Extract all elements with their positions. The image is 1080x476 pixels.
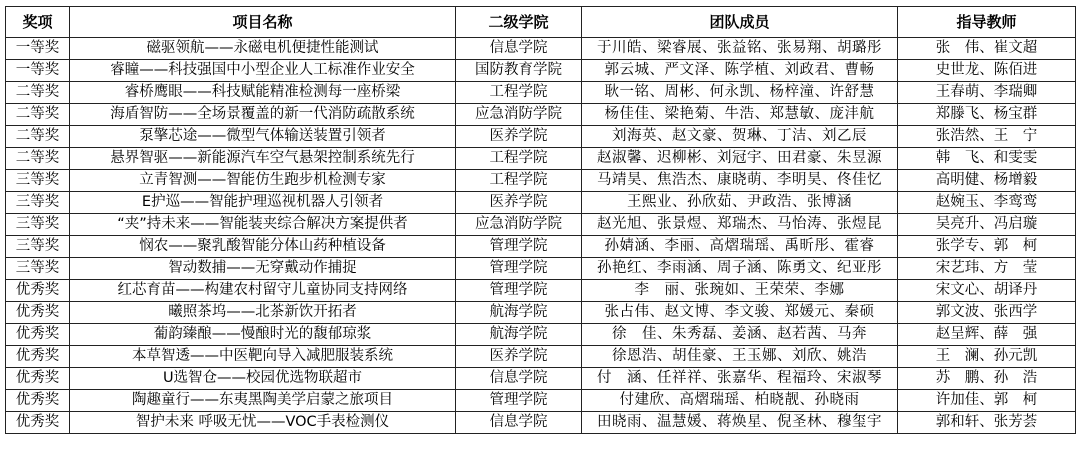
college-cell: 管理学院 — [456, 236, 582, 258]
members-cell: 赵光旭、张景煜、郑瑞杰、马怡涛、张煜昆 — [582, 214, 898, 236]
award-cell: 优秀奖 — [6, 412, 70, 434]
header-college: 二级学院 — [456, 7, 582, 38]
table-row — [6, 60, 1076, 82]
table-row — [6, 126, 1076, 148]
members-cell: 徐 佳、朱秀磊、姜涵、赵若茜、马奔 — [582, 324, 898, 346]
header-row — [6, 7, 1076, 38]
table-row — [6, 302, 1076, 324]
project-name-cell: 智动数捕——无穿戴动作捕捉 — [70, 258, 456, 280]
members-cell: 赵淑馨、迟柳彬、刘冠宇、田君豪、朱昱源 — [582, 148, 898, 170]
table-row — [6, 258, 1076, 280]
advisor-cell: 吴亮升、冯启璇 — [898, 214, 1076, 236]
advisor-cell: 韩 飞、和雯雯 — [898, 148, 1076, 170]
advisor-cell: 赵婉玉、李鸾鸾 — [898, 192, 1076, 214]
award-cell: 二等奖 — [6, 126, 70, 148]
advisor-cell: 王春萌、李瑞卿 — [898, 82, 1076, 104]
members-cell: 徐恩浩、胡佳豪、王玉娜、刘欣、姚浩 — [582, 346, 898, 368]
award-cell: 优秀奖 — [6, 390, 70, 412]
members-cell: 杨佳佳、梁艳菊、牛浩、郑慧敏、庞沣航 — [582, 104, 898, 126]
table-row — [6, 368, 1076, 390]
advisor-cell: 张浩然、王 宁 — [898, 126, 1076, 148]
college-cell: 管理学院 — [456, 280, 582, 302]
college-cell: 信息学院 — [456, 412, 582, 434]
advisor-cell: 宋艺玮、方 莹 — [898, 258, 1076, 280]
table-row — [6, 192, 1076, 214]
award-cell: 优秀奖 — [6, 280, 70, 302]
project-name-cell: 睿桥鹰眼——科技赋能精准检测每一座桥梁 — [70, 82, 456, 104]
members-cell: 付 涵、任祥祥、张嘉华、程福玲、宋淑琴 — [582, 368, 898, 390]
table-row — [6, 390, 1076, 412]
project-name-cell: U选智仓——校园优选物联超市 — [70, 368, 456, 390]
members-cell: 耿一铭、周彬、何永凯、杨梓潼、许舒慧 — [582, 82, 898, 104]
college-cell: 医养学院 — [456, 126, 582, 148]
college-cell: 国防教育学院 — [456, 60, 582, 82]
project-name-cell: 立青智测——智能仿生跑步机检测专家 — [70, 170, 456, 192]
award-rows — [6, 38, 1076, 434]
award-cell: 三等奖 — [6, 192, 70, 214]
award-cell: 一等奖 — [6, 38, 70, 60]
project-name-cell: “夹”持未来——智能装夹综合解决方案提供者 — [70, 214, 456, 236]
project-name-cell: 智护未来 呼吸无忧——VOC手表检测仪 — [70, 412, 456, 434]
college-cell: 信息学院 — [456, 368, 582, 390]
table-row — [6, 148, 1076, 170]
members-cell: 孙婧涵、李丽、高熠瑞瑶、禹昕彤、霍睿 — [582, 236, 898, 258]
advisor-cell: 高明健、杨增毅 — [898, 170, 1076, 192]
award-cell: 优秀奖 — [6, 324, 70, 346]
project-name-cell: E护巡——智能护理巡视机器人引领者 — [70, 192, 456, 214]
advisor-cell: 郭和轩、张芳荟 — [898, 412, 1076, 434]
members-cell: 于川皓、梁睿展、张益铭、张易翔、胡璐彤 — [582, 38, 898, 60]
college-cell: 信息学院 — [456, 38, 582, 60]
award-cell: 二等奖 — [6, 148, 70, 170]
college-cell: 应急消防学院 — [456, 104, 582, 126]
project-name-cell: 海盾智防——全场景覆盖的新一代消防疏散系统 — [70, 104, 456, 126]
project-name-cell: 磁驱领航——永磁电机便捷性能测试 — [70, 38, 456, 60]
college-cell: 工程学院 — [456, 170, 582, 192]
table-row — [6, 236, 1076, 258]
header-advisors: 指导教师 — [898, 7, 1076, 38]
advisor-cell: 史世龙、陈佰进 — [898, 60, 1076, 82]
award-cell: 优秀奖 — [6, 346, 70, 368]
table-row — [6, 214, 1076, 236]
advisor-cell: 张 伟、崔文超 — [898, 38, 1076, 60]
advisor-cell: 许加佳、郭 柯 — [898, 390, 1076, 412]
members-cell: 田晓雨、温慧媛、蒋焕星、倪圣林、穆玺宇 — [582, 412, 898, 434]
college-cell: 工程学院 — [456, 148, 582, 170]
award-cell: 三等奖 — [6, 214, 70, 236]
project-name-cell: 葡韵臻酿——慢酿时光的馥郁琼浆 — [70, 324, 456, 346]
table-row — [6, 324, 1076, 346]
college-cell: 管理学院 — [456, 390, 582, 412]
project-name-cell: 本草智透——中医靶向导入减肥服装系统 — [70, 346, 456, 368]
award-cell: 三等奖 — [6, 258, 70, 280]
award-cell: 三等奖 — [6, 236, 70, 258]
table-row — [6, 346, 1076, 368]
table-row — [6, 170, 1076, 192]
project-name-cell: 陶趣童行——东夷黑陶美学启蒙之旅项目 — [70, 390, 456, 412]
advisor-cell: 郑滕飞、杨宝群 — [898, 104, 1076, 126]
table-row — [6, 412, 1076, 434]
project-name-cell: 睿瞳——科技强国中小型企业人工标准作业安全 — [70, 60, 456, 82]
members-cell: 张占伟、赵文博、李文骏、郑媛元、秦硕 — [582, 302, 898, 324]
header-members: 团队成员 — [582, 7, 898, 38]
table-row — [6, 38, 1076, 60]
award-cell: 优秀奖 — [6, 368, 70, 390]
college-cell: 应急消防学院 — [456, 214, 582, 236]
members-cell: 李 丽、张琬如、王荣荣、李娜 — [582, 280, 898, 302]
award-table — [5, 6, 1076, 434]
college-cell: 管理学院 — [456, 258, 582, 280]
advisor-cell: 赵呈辉、薛 强 — [898, 324, 1076, 346]
table-row — [6, 82, 1076, 104]
award-cell: 优秀奖 — [6, 302, 70, 324]
advisor-cell: 宋文心、胡译丹 — [898, 280, 1076, 302]
members-cell: 付建欣、高熠瑞瑶、柏晓靓、孙晓雨 — [582, 390, 898, 412]
award-cell: 三等奖 — [6, 170, 70, 192]
advisor-cell: 王 澜、孙元凯 — [898, 346, 1076, 368]
college-cell: 工程学院 — [456, 82, 582, 104]
header-project: 项目名称 — [70, 7, 456, 38]
table-row — [6, 280, 1076, 302]
project-name-cell: 悯农——聚乳酸智能分体山药种植设备 — [70, 236, 456, 258]
college-cell: 航海学院 — [456, 324, 582, 346]
award-cell: 二等奖 — [6, 82, 70, 104]
college-cell: 航海学院 — [456, 302, 582, 324]
advisor-cell: 张学专、郭 柯 — [898, 236, 1076, 258]
header-award: 奖项 — [6, 7, 70, 38]
advisor-cell: 苏 鹏、孙 浩 — [898, 368, 1076, 390]
members-cell: 郭云城、严文泽、陈学植、刘政君、曹畅 — [582, 60, 898, 82]
project-name-cell: 红芯育苗——构建农村留守儿童协同支持网络 — [70, 280, 456, 302]
members-cell: 刘海英、赵文豪、贺琳、丁洁、刘乙辰 — [582, 126, 898, 148]
project-name-cell: 泵擎芯途——微型气体输送装置引领者 — [70, 126, 456, 148]
college-cell: 医养学院 — [456, 346, 582, 368]
members-cell: 王熙业、孙欣茹、尹政浩、张博涵 — [582, 192, 898, 214]
award-cell: 一等奖 — [6, 60, 70, 82]
advisor-cell: 郭文波、张西学 — [898, 302, 1076, 324]
table-row — [6, 104, 1076, 126]
award-cell: 二等奖 — [6, 104, 70, 126]
project-name-cell: 悬界智驱——新能源汽车空气悬架控制系统先行 — [70, 148, 456, 170]
members-cell: 马靖昊、焦浩杰、康晓萌、李明昊、佟佳忆 — [582, 170, 898, 192]
members-cell: 孙艳红、李雨涵、周子涵、陈勇文、纪亚彤 — [582, 258, 898, 280]
college-cell: 医养学院 — [456, 192, 582, 214]
project-name-cell: 曦照茶坞——北茶新饮开拓者 — [70, 302, 456, 324]
